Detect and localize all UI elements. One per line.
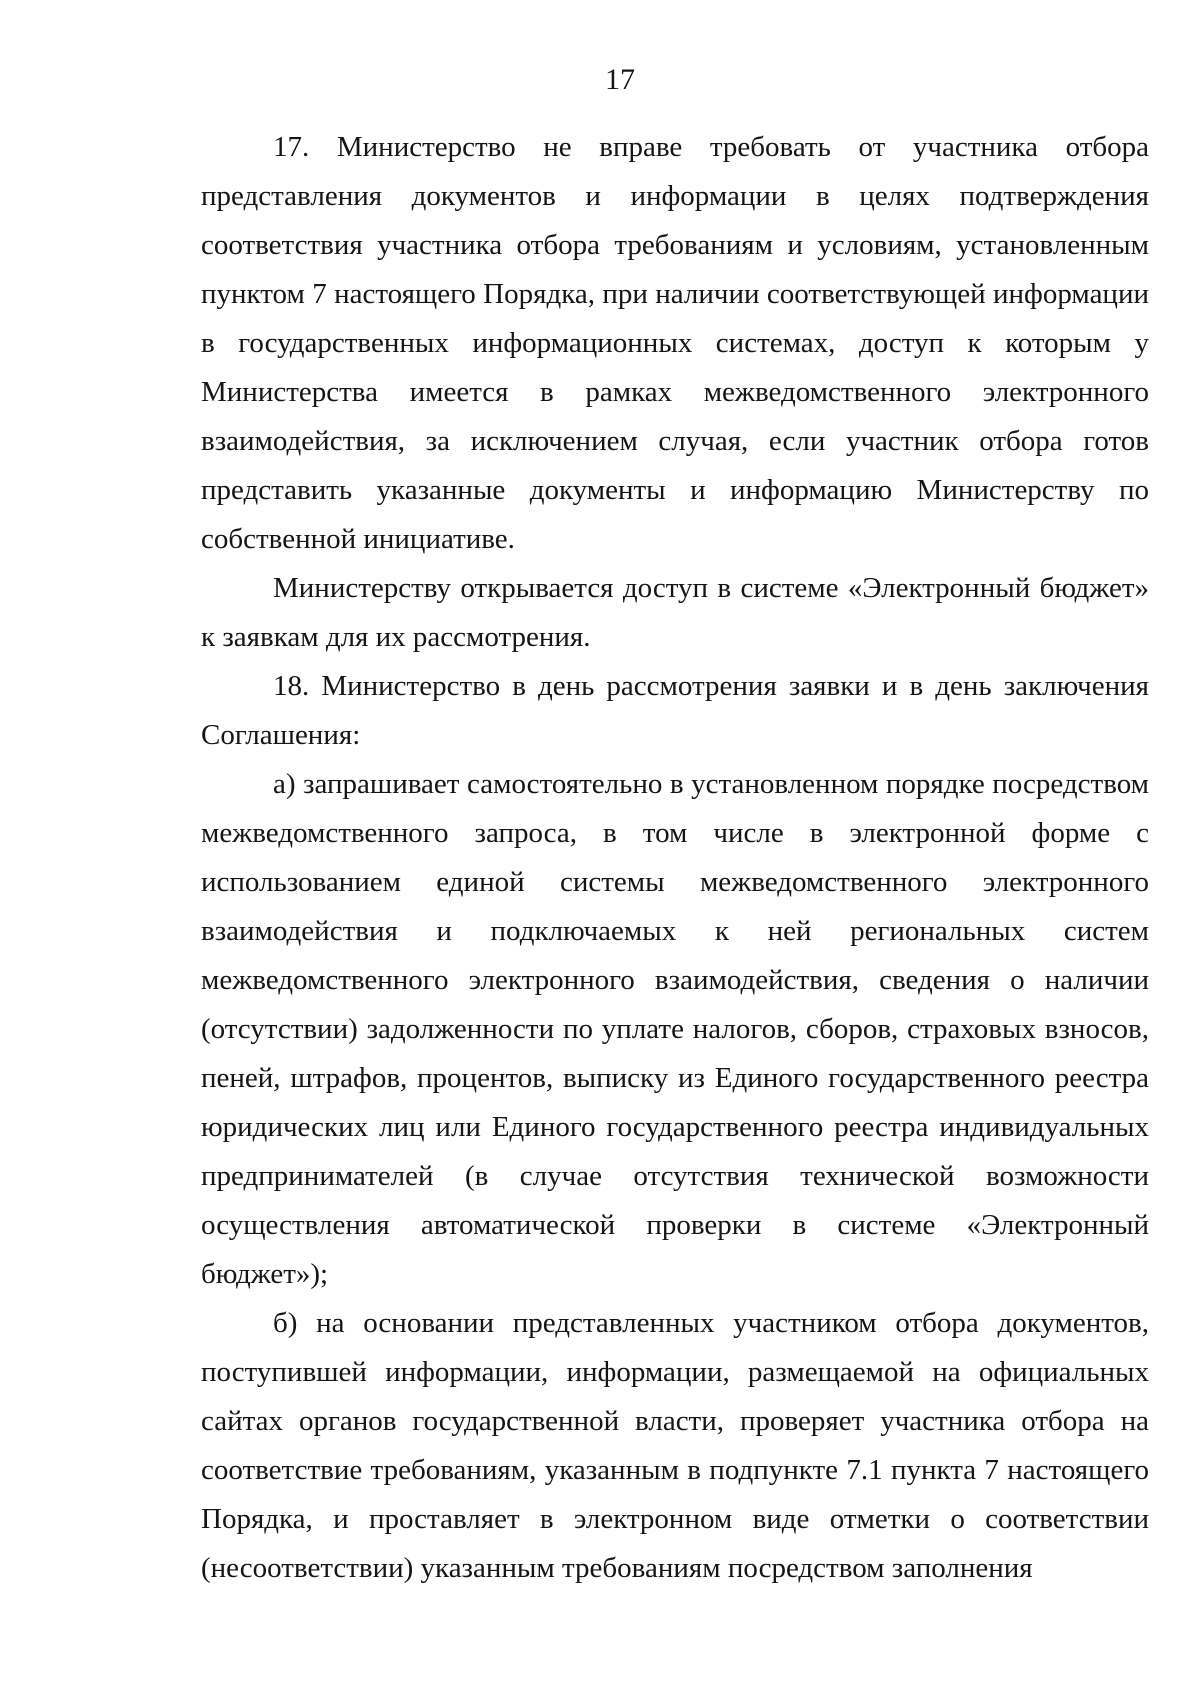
document-body: [201, 123, 1149, 1593]
paragraph-18: 18. Министерство в день рассмотрения заявки и в день заключения Соглашения:: [201, 670, 1149, 751]
paragraph-18-a: а) запрашивает самостоятельно в установленном порядке посредством межведомственного запроса, в том числе в электронной форме с использованием единой системы межведомственного электронного взаимодействия и подключаемых к ней региональных систем межведомственного электронного взаимодействия, сведения о наличии (отсутствии) задолженности по уплате налогов, сборов, страховых взносов, пеней, штрафов, процентов, выписку из Единого государственного реестра юридических лиц или Единого государственного реестра индивидуальных предпринимателей (в случае отсутствия технической возможности осуществления автоматической проверки в системе «Электронный бюджет»);: [201, 768, 1149, 1290]
paragraph-17: 17. Министерство не вправе требовать от участника отбора представления документов и информации в целях подтверждения соответствия участника отбора требованиям и условиям, установленным пунктом 7 настоящего Порядка, при наличии соответствующей информации в государственных информационных системах, доступ к которым у Министерства имеется в рамках межведомственного электронного взаимодействия, за исключением случая, если участник отбора готов представить указанные документы и информацию Министерству по собственной инициативе.: [201, 131, 1149, 555]
paragraph-18-b: б) на основании представленных участником отбора документов, поступившей информации, информации, размещаемой на официальных сайтах органов государственной власти, проверяет участника отбора на соответствие требованиям, указанным в подпункте 7.1 пункта 7 настоящего Порядка, и проставляет в электронном виде отметки о соответствии (несоответствии) указанным требованиям посредством заполнения: [201, 1307, 1149, 1584]
page-number: 17: [605, 63, 635, 96]
paragraph-access: Министерству открывается доступ в системе «Электронный бюджет» к заявкам для их рассмотрения.: [201, 572, 1149, 653]
